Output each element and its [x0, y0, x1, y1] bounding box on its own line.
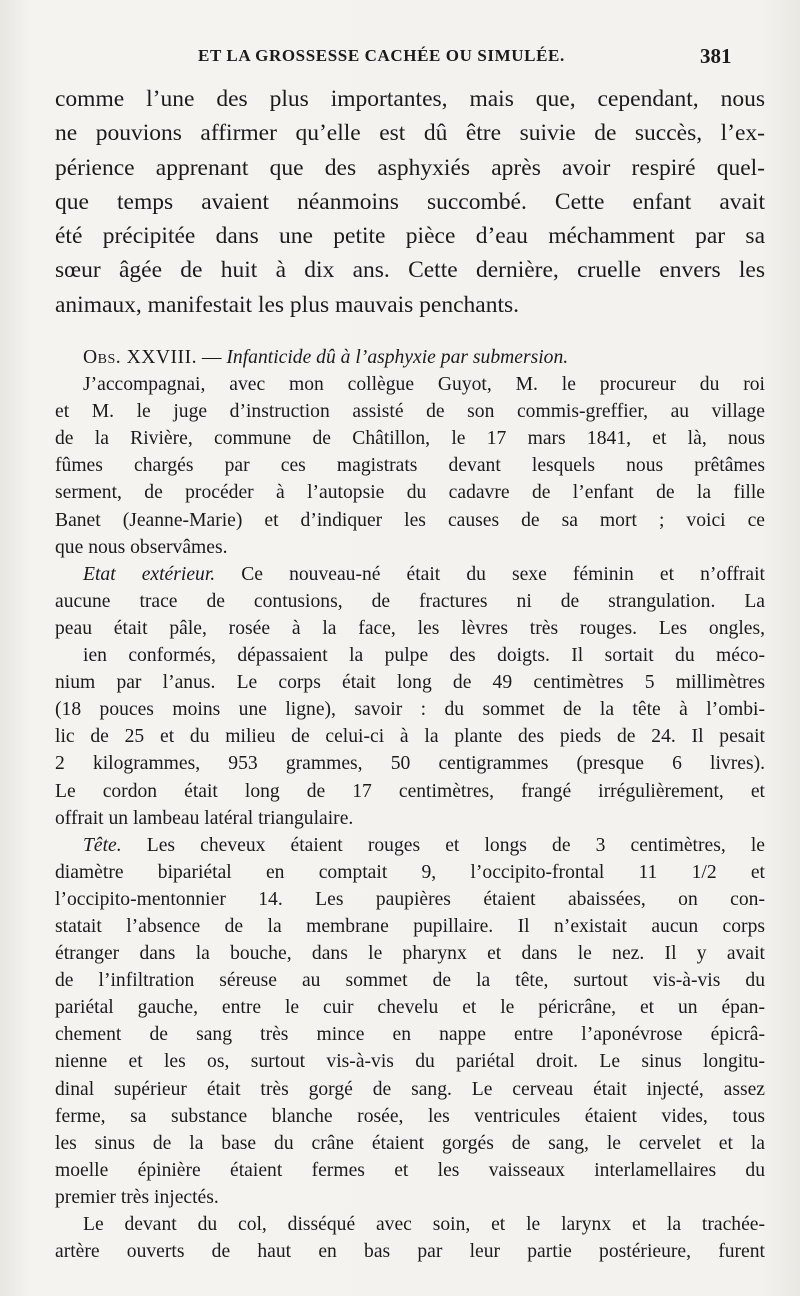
text-line: peau était pâle, rosée à la face, les lèvres très rouges. Les ongles, — [55, 617, 765, 639]
text-line: périence apprenant que des asphyxiés après avoir respiré quel- — [55, 154, 765, 181]
text-line: nium par l’anus. Le corps était long de 49 centimètres 5 millimètres — [55, 672, 765, 694]
text-run: Ce nouveau-né était du sexe féminin et n’offrait — [215, 563, 765, 585]
tete-heading: Tête. — [83, 834, 122, 856]
text-line: sœur âgée de huit à dix ans. Cette dernière, cruelle envers les — [55, 257, 765, 284]
page-header — [0, 44, 800, 74]
text-line: 2 kilogrammes, 953 grammes, 50 centigrammes (presque 6 livres). — [55, 753, 765, 775]
text-line: lic de 25 et du milieu de celui-ci à la plante des pieds de 24. Il pesait — [55, 726, 765, 748]
text-line: artère ouverts de haut en bas par leur partie postérieure, furent — [55, 1241, 765, 1263]
text-line: dinal supérieur était très gorgé de sang. Le cerveau était injecté, assez — [55, 1078, 765, 1100]
tete-first-line — [55, 832, 765, 859]
text-line: ferme, sa substance blanche rosée, les ventricules étaient vides, tous — [55, 1105, 765, 1127]
text-line: Le devant du col, disséqué avec soin, et le larynx et la trachée- — [83, 1214, 765, 1235]
page-number: 381 — [700, 44, 732, 68]
text-line: fûmes chargés par ces magistrats devant lesquels nous prêtâmes — [55, 455, 765, 477]
text-line: que nous observâmes. — [55, 536, 228, 558]
text-line: (18 pouces moins une ligne), savoir : du sommet de la tête à l’ombi- — [55, 699, 765, 721]
observation-title: Infanticide dû à l’asphyxie par submersion. — [226, 347, 569, 368]
text-line: été précipitée dans une petite pièce d’eau méchamment par sa — [55, 223, 765, 250]
text-line: aucune trace de contusions, de fractures ni de strangulation. La — [55, 590, 765, 612]
observation-heading — [55, 344, 765, 371]
observation-dash: — — [197, 347, 227, 368]
text-line: chement de sang très mince en nappe entre l’aponévrose épicrâ- — [55, 1024, 765, 1046]
text-line: comme l’une des plus importantes, mais que, cependant, nous — [55, 86, 765, 112]
running-title: ET LA GROSSESSE CACHÉE OU SIMULÉE. — [198, 46, 565, 65]
text-line: de l’infiltration séreuse au sommet de la tête, surtout vis-à-vis du — [55, 970, 765, 992]
text-line: l’occipito-mentonnier 14. Les paupières étaient abaissées, on con- — [55, 888, 765, 910]
text-line: Banet (Jeanne-Marie) et d’indiquer les causes de sa mort ; voici ce — [55, 509, 765, 531]
text-line: animaux, manifestait les plus mauvais penchants. — [55, 291, 520, 318]
text-line: premier très injectés. — [55, 1186, 219, 1208]
text-run: Les cheveux étaient rouges et longs de 3 centimètres, le — [121, 834, 765, 856]
text-line: serment, de procéder à l’autopsie du cadavre de l’enfant de la fille — [55, 482, 765, 504]
etat-exterieur-first-line — [55, 561, 765, 588]
text-line: statait l’absence de la membrane pupillaire. Il n’existait aucun corps — [55, 915, 765, 937]
text-line: moelle épinière étaient fermes et les vaisseaux interlamellaires du — [55, 1159, 765, 1181]
observation-section — [55, 344, 765, 1265]
text-line: ien conformés, dépassaient la pulpe des doigts. Il sortait du méco- — [83, 645, 765, 667]
text-line: ne pouvions affirmer qu’elle est dû être suivie de succès, l’ex- — [55, 120, 765, 147]
etat-exterieur-heading: Etat extérieur. — [83, 563, 216, 585]
text-line: diamètre bipariétal en comptait 9, l’occipito-frontal 11 1/2 et — [55, 861, 765, 883]
text-line: et M. le juge d’instruction assisté de son commis-greffier, au village — [55, 401, 765, 423]
continuation-paragraph — [55, 82, 765, 322]
text-line: nienne et les os, surtout vis-à-vis du pariétal droit. Le sinus longitu- — [55, 1051, 765, 1073]
text-line: pariétal gauche, entre le cuir chevelu et le péricrâne, et un épan- — [55, 997, 765, 1019]
text-line: J’accompagnai, avec mon collègue Guyot, M. le procureur du roi — [83, 374, 765, 396]
text-line: de la Rivière, commune de Châtillon, le 17 mars 1841, et là, nous — [55, 428, 765, 450]
text-line: étranger dans la bouche, dans le pharynx et dans le nez. Il y avait — [55, 943, 765, 965]
text-line: offrait un lambeau latéral triangulaire. — [55, 807, 354, 829]
text-line: les sinus de la base du crâne étaient gorgés de sang, le cervelet et la — [55, 1132, 765, 1154]
text-line: Le cordon était long de 17 centimètres, frangé irrégulièrement, et — [55, 780, 765, 802]
observation-label: Obs. XXVIII. — [83, 347, 197, 368]
text-line: que temps avaient néanmoins succombé. Cette enfant avait — [55, 188, 765, 215]
